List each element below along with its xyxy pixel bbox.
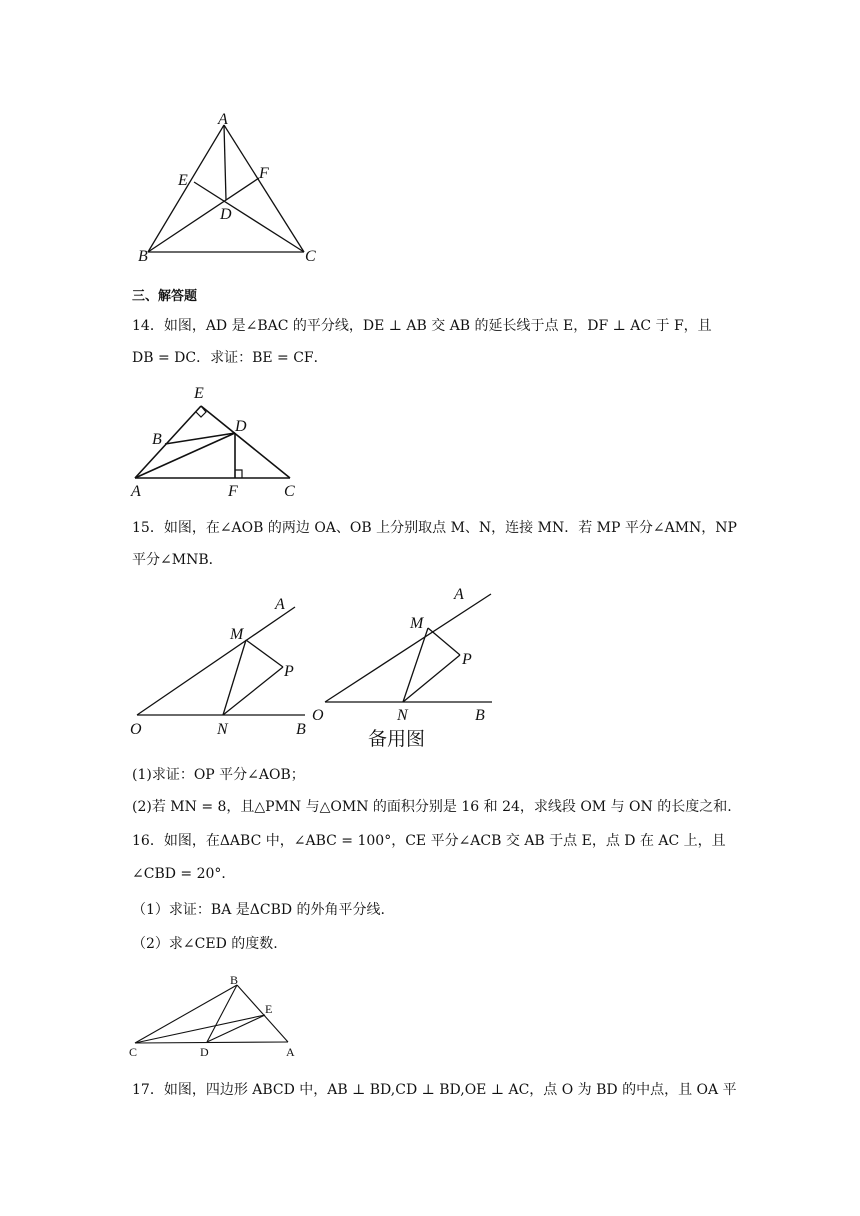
q16-text-line1: 16．如图，在ΔABC 中，∠ABC = 100°，CE 平分∠ACB 交 AB 于点 E，点 D 在 AC 上，且 — [132, 833, 726, 849]
label-A: A — [131, 483, 141, 500]
label-E: E — [194, 385, 204, 402]
figure-q16 — [125, 970, 315, 1060]
angle-aob-diagrams — [125, 582, 505, 754]
label-A-alt: A — [454, 586, 464, 603]
q16-part1: （1）求证：BA 是ΔCBD 的外角平分线. — [132, 902, 385, 918]
triangle-abc-diagram — [130, 110, 330, 270]
label-B-alt: B — [475, 707, 485, 724]
label-B: B — [138, 248, 148, 265]
label-B: B — [296, 721, 306, 738]
q17-text-line1: 17．如图，四边形 ABCD 中，AB ⊥ BD,CD ⊥ BD,OE ⊥ AC，点 O 为 BD 的中点，且 OA 平 — [132, 1082, 737, 1098]
label-F: F — [259, 165, 269, 182]
label-C: C — [284, 483, 295, 500]
label-A: A — [286, 1045, 295, 1059]
label-C: C — [129, 1045, 138, 1059]
label-D: D — [235, 418, 247, 435]
label-M: M — [230, 626, 244, 643]
q14-text-line1: 14．如图，AD 是∠BAC 的平分线，DE ⊥ AB 交 AB 的延长线于点 E，DF ⊥ AC 于 F，且 — [132, 318, 712, 334]
label-D: D — [220, 206, 232, 223]
q15-text-line1: 15．如图，在∠AOB 的两边 OA、OB 上分别取点 M、N，连接 MN．若 MP 平分∠AMN，NP — [132, 520, 737, 536]
q15-part1: (1)求证：OP 平分∠AOB； — [132, 767, 305, 783]
q16-part2: （2）求∠CED 的度数. — [132, 936, 278, 952]
label-B: B — [230, 973, 239, 987]
label-E: E — [265, 1002, 273, 1016]
label-A: A — [218, 111, 228, 128]
label-N: N — [217, 721, 228, 738]
section-heading: 三、解答题 — [132, 289, 198, 304]
label-E: E — [178, 172, 188, 189]
q16-text-line2: ∠CBD = 20°． — [132, 866, 236, 882]
figure-q15 — [125, 582, 505, 754]
label-A: A — [275, 596, 285, 613]
label-M-alt: M — [410, 615, 424, 632]
label-B: B — [152, 431, 162, 448]
label-D: D — [200, 1045, 209, 1059]
label-O-alt: O — [312, 707, 324, 724]
figure-q14 — [125, 380, 315, 500]
figure-caption: 备用图 — [368, 728, 426, 750]
q15-part2: (2)若 MN = 8，且△PMN 与△OMN 的面积分别是 16 和 24，求线段 OM 与 ON 的长度之和. — [132, 799, 732, 815]
triangle-abc-q16-diagram — [125, 970, 315, 1060]
label-P-alt: P — [462, 651, 472, 668]
q14-text-line2: DB = DC．求证：BE = CF． — [132, 350, 328, 366]
figure-q13 — [130, 110, 330, 270]
triangle-ade-diagram — [125, 380, 315, 500]
label-N-alt: N — [397, 707, 408, 724]
label-P: P — [284, 663, 294, 680]
label-C: C — [305, 248, 316, 265]
label-F: F — [228, 483, 238, 500]
q15-text-line2: 平分∠MNB． — [132, 552, 223, 568]
label-O: O — [130, 721, 142, 738]
